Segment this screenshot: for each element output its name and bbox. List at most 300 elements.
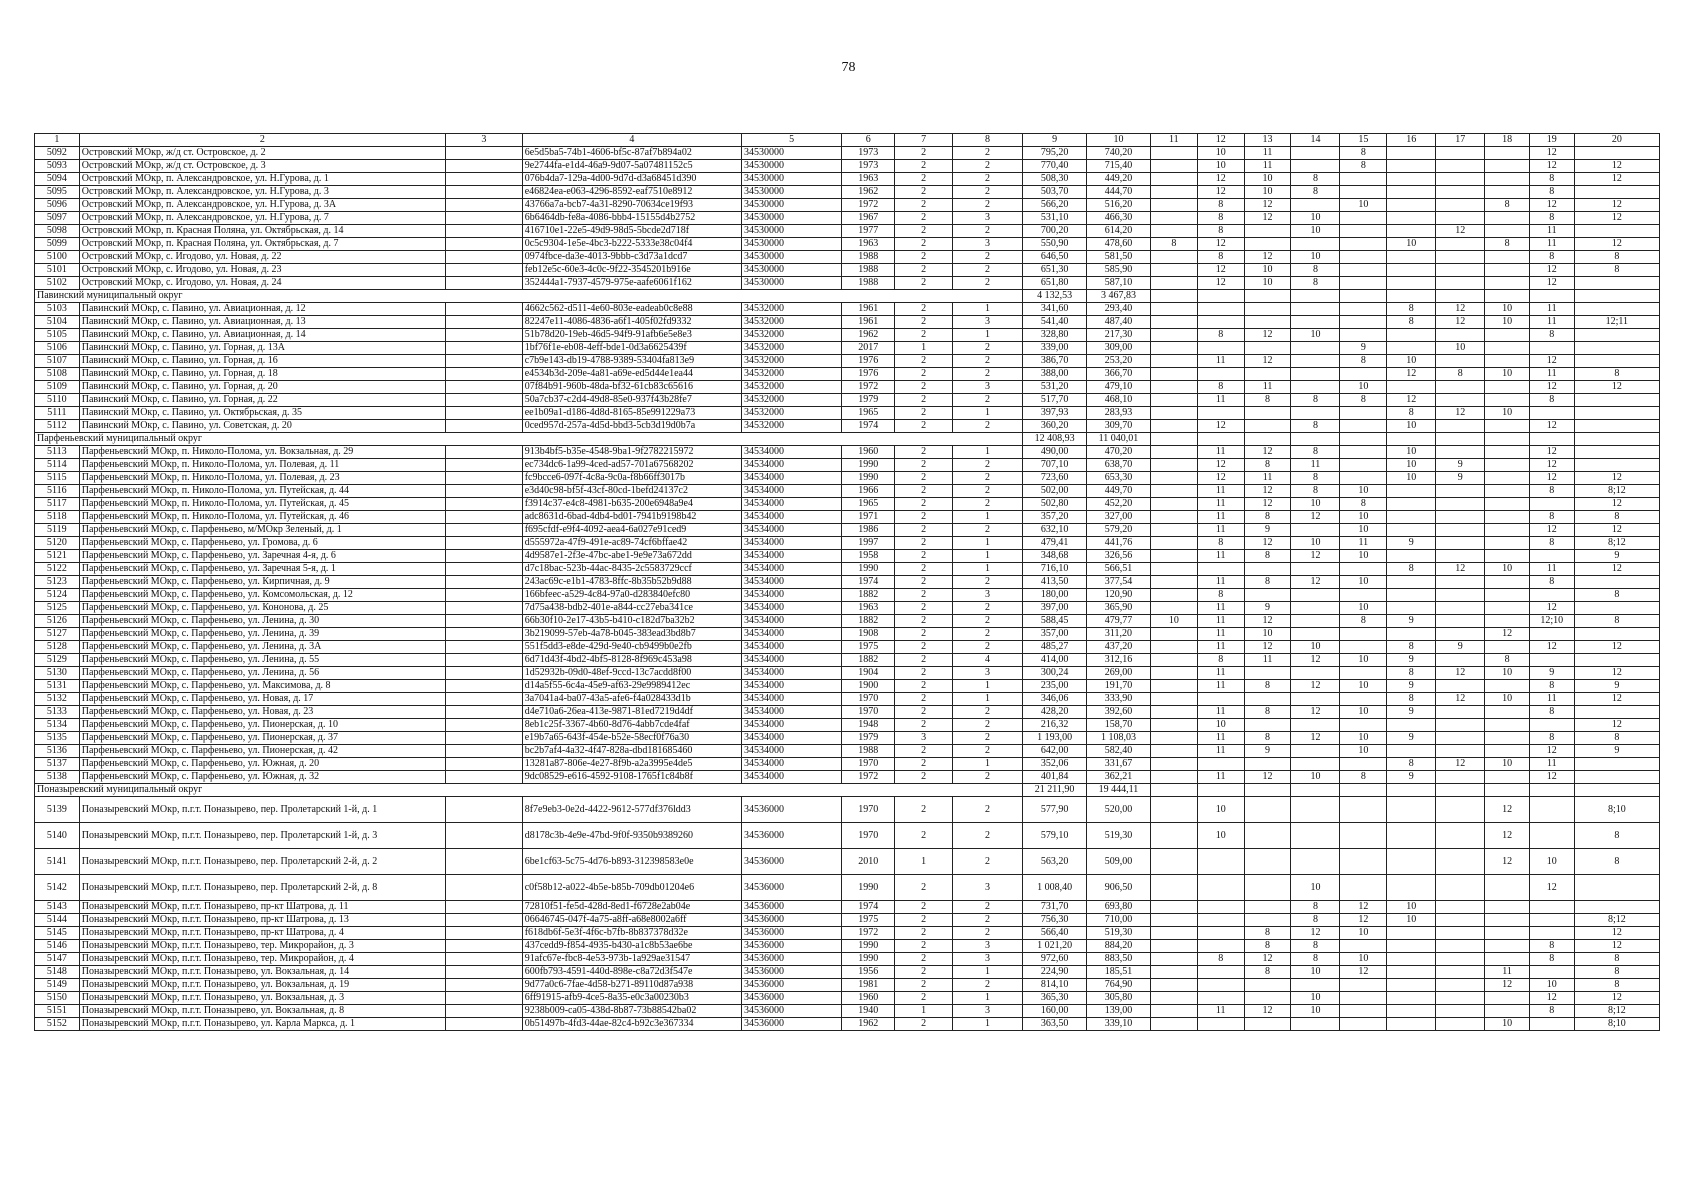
row-number: 5126 xyxy=(35,615,80,628)
work-code-col-15 xyxy=(1340,693,1387,706)
empty-cell xyxy=(1574,433,1659,446)
year-built: 1963 xyxy=(842,173,895,186)
address: Поназыревский МОкр, п.г.т. Поназырево, ул. Вокзальная, д. 14 xyxy=(79,966,445,979)
col-3 xyxy=(446,771,523,784)
work-code-col-14 xyxy=(1291,823,1340,849)
row-number: 5105 xyxy=(35,329,80,342)
address: Парфеньевский МОкр, п. Николо-Полома, ул. Путейская, д. 46 xyxy=(79,511,445,524)
work-code-col-17: 9 xyxy=(1436,472,1485,485)
living-area: 333,90 xyxy=(1087,693,1151,706)
work-code-col-15: 8 xyxy=(1340,355,1387,368)
work-code-col-19 xyxy=(1529,823,1574,849)
row-number: 5139 xyxy=(35,797,80,823)
house-id: 6e5d5ba5-74b1-4606-bf5c-87af7b894a02 xyxy=(522,147,741,160)
building-row xyxy=(35,524,1660,537)
address: Парфеньевский МОкр, с. Парфеньево, ул. Комсомольская, д. 12 xyxy=(79,589,445,602)
work-code-col-15 xyxy=(1340,264,1387,277)
work-code-col-12: 11 xyxy=(1197,602,1244,615)
entrances: 3 xyxy=(952,667,1022,680)
work-code-col-20 xyxy=(1574,277,1659,290)
address: Островский МОкр, п. Александровское, ул. Н.Гурова, д. 7 xyxy=(79,212,445,225)
work-code-col-16: 10 xyxy=(1387,914,1436,927)
column-number-header: 13 xyxy=(1244,134,1291,147)
year-built: 1962 xyxy=(842,329,895,342)
work-code-col-12: 12 xyxy=(1197,238,1244,251)
work-code-col-16: 10 xyxy=(1387,238,1436,251)
entrances: 2 xyxy=(952,771,1022,784)
work-code-col-15 xyxy=(1340,407,1387,420)
house-id: 6ff91915-afb9-4ce5-8a35-e0c3a00230b3 xyxy=(522,992,741,1005)
work-code-col-19: 8 xyxy=(1529,186,1574,199)
entrances: 2 xyxy=(952,901,1022,914)
total-area: 566,20 xyxy=(1023,199,1087,212)
living-area: 283,93 xyxy=(1087,407,1151,420)
living-area: 466,30 xyxy=(1087,212,1151,225)
work-code-col-19: 12 xyxy=(1529,771,1574,784)
col-3 xyxy=(446,758,523,771)
row-number: 5099 xyxy=(35,238,80,251)
entrances: 1 xyxy=(952,563,1022,576)
oktmo-code: 34532000 xyxy=(742,329,842,342)
work-code-col-11 xyxy=(1150,524,1197,537)
total-area: 503,70 xyxy=(1023,186,1087,199)
floors: 2 xyxy=(895,914,953,927)
building-row xyxy=(35,1005,1660,1018)
total-area: 579,10 xyxy=(1023,823,1087,849)
entrances: 2 xyxy=(952,472,1022,485)
total-area: 814,10 xyxy=(1023,979,1087,992)
work-code-col-19: 12 xyxy=(1529,355,1574,368)
oktmo-code: 34534000 xyxy=(742,485,842,498)
col-3 xyxy=(446,953,523,966)
building-row xyxy=(35,771,1660,784)
house-id: d555972a-47f9-491e-ac89-74cf6bffae42 xyxy=(522,537,741,550)
work-code-col-20: 8 xyxy=(1574,849,1659,875)
work-code-col-14: 8 xyxy=(1291,953,1340,966)
total-area: 485,27 xyxy=(1023,641,1087,654)
work-code-col-12: 8 xyxy=(1197,381,1244,394)
address: Поназыревский МОкр, п.г.т. Поназырево, ул. Карла Маркса, д. 1 xyxy=(79,1018,445,1031)
empty-cell xyxy=(1436,290,1485,303)
work-code-col-15: 10 xyxy=(1340,485,1387,498)
work-code-col-16: 12 xyxy=(1387,368,1436,381)
empty-cell xyxy=(1529,784,1574,797)
work-code-col-17 xyxy=(1436,849,1485,875)
total-area: 224,90 xyxy=(1023,966,1087,979)
work-code-col-13: 10 xyxy=(1244,264,1291,277)
work-code-col-17 xyxy=(1436,329,1485,342)
col-3 xyxy=(446,277,523,290)
work-code-col-18: 11 xyxy=(1485,966,1530,979)
work-code-col-12: 12 xyxy=(1197,264,1244,277)
work-code-col-14 xyxy=(1291,602,1340,615)
work-code-col-20: 9 xyxy=(1574,745,1659,758)
col-3 xyxy=(446,875,523,901)
work-code-col-16 xyxy=(1387,342,1436,355)
house-id: 6d71d43f-4bd2-4bf5-8128-8f969c453a98 xyxy=(522,654,741,667)
building-row xyxy=(35,498,1660,511)
work-code-col-19: 8 xyxy=(1529,1005,1574,1018)
district-name: Павинский муниципальный округ xyxy=(35,290,1023,303)
work-code-col-19 xyxy=(1529,719,1574,732)
entrances: 2 xyxy=(952,628,1022,641)
work-code-col-20: 8 xyxy=(1574,368,1659,381)
work-code-col-19: 11 xyxy=(1529,563,1574,576)
work-code-col-18 xyxy=(1485,329,1530,342)
address: Павинский МОкр, с. Павино, ул. Авиационная, д. 14 xyxy=(79,329,445,342)
work-code-col-14 xyxy=(1291,160,1340,173)
building-row xyxy=(35,472,1660,485)
total-area: 180,00 xyxy=(1023,589,1087,602)
work-code-col-16 xyxy=(1387,199,1436,212)
work-code-col-17: 12 xyxy=(1436,303,1485,316)
col-3 xyxy=(446,199,523,212)
work-code-col-15: 10 xyxy=(1340,680,1387,693)
year-built: 1971 xyxy=(842,511,895,524)
year-built: 1979 xyxy=(842,732,895,745)
work-code-col-12: 8 xyxy=(1197,589,1244,602)
address: Парфеньевский МОкр, с. Парфеньево, ул. Новая, д. 23 xyxy=(79,706,445,719)
year-built: 1988 xyxy=(842,251,895,264)
work-code-col-16 xyxy=(1387,602,1436,615)
col-3 xyxy=(446,537,523,550)
living-area: 693,80 xyxy=(1087,901,1151,914)
work-code-col-13: 10 xyxy=(1244,277,1291,290)
work-code-col-18: 12 xyxy=(1485,628,1530,641)
work-code-col-18 xyxy=(1485,576,1530,589)
oktmo-code: 34534000 xyxy=(742,693,842,706)
address: Парфеньевский МОкр, п. Николо-Полома, ул. Полевая, д. 11 xyxy=(79,459,445,472)
house-id: 243ac69c-e1b1-4783-8ffc-8b35b52b9d88 xyxy=(522,576,741,589)
work-code-col-19: 11 xyxy=(1529,368,1574,381)
work-code-col-12: 12 xyxy=(1197,459,1244,472)
oktmo-code: 34532000 xyxy=(742,316,842,329)
entrances: 2 xyxy=(952,251,1022,264)
work-code-col-13: 10 xyxy=(1244,628,1291,641)
column-number-header: 19 xyxy=(1529,134,1574,147)
work-code-col-20 xyxy=(1574,446,1659,459)
work-code-col-19 xyxy=(1529,550,1574,563)
work-code-col-14 xyxy=(1291,979,1340,992)
work-code-col-20: 8;10 xyxy=(1574,797,1659,823)
work-code-col-13: 11 xyxy=(1244,160,1291,173)
col-3 xyxy=(446,1018,523,1031)
col-3 xyxy=(446,680,523,693)
living-area: 327,00 xyxy=(1087,511,1151,524)
building-row xyxy=(35,758,1660,771)
district-name: Поназыревский муниципальный округ xyxy=(35,784,1023,797)
house-id: e46824ea-e063-4296-8592-eaf7510e8912 xyxy=(522,186,741,199)
year-built: 1981 xyxy=(842,979,895,992)
address: Парфеньевский МОкр, с. Парфеньево, ул. Южная, д. 32 xyxy=(79,771,445,784)
work-code-col-12: 11 xyxy=(1197,667,1244,680)
oktmo-code: 34534000 xyxy=(742,589,842,602)
work-code-col-18 xyxy=(1485,524,1530,537)
work-code-col-14 xyxy=(1291,238,1340,251)
floors: 2 xyxy=(895,160,953,173)
work-code-col-15 xyxy=(1340,459,1387,472)
work-code-col-12: 11 xyxy=(1197,680,1244,693)
column-number-header: 20 xyxy=(1574,134,1659,147)
district-subtotal-row xyxy=(35,433,1660,446)
work-code-col-18 xyxy=(1485,459,1530,472)
row-number: 5121 xyxy=(35,550,80,563)
entrances: 3 xyxy=(952,589,1022,602)
work-code-col-18 xyxy=(1485,186,1530,199)
work-code-col-17 xyxy=(1436,537,1485,550)
living-area: 906,50 xyxy=(1087,875,1151,901)
row-number: 5122 xyxy=(35,563,80,576)
total-area: 360,20 xyxy=(1023,420,1087,433)
column-number-header: 12 xyxy=(1197,134,1244,147)
address: Островский МОкр, п. Александровское, ул. Н.Гурова, д. 3А xyxy=(79,199,445,212)
work-code-col-15: 8 xyxy=(1340,147,1387,160)
floors: 2 xyxy=(895,407,953,420)
oktmo-code: 34536000 xyxy=(742,992,842,1005)
address: Поназыревский МОкр, п.г.т. Поназырево, ул. Вокзальная, д. 3 xyxy=(79,992,445,1005)
work-code-col-18: 10 xyxy=(1485,563,1530,576)
oktmo-code: 34534000 xyxy=(742,680,842,693)
living-area: 478,60 xyxy=(1087,238,1151,251)
empty-cell xyxy=(1291,290,1340,303)
building-row xyxy=(35,537,1660,550)
entrances: 3 xyxy=(952,238,1022,251)
empty-cell xyxy=(1387,290,1436,303)
total-area: 577,90 xyxy=(1023,797,1087,823)
work-code-col-11 xyxy=(1150,849,1197,875)
floors: 2 xyxy=(895,511,953,524)
work-code-col-20 xyxy=(1574,901,1659,914)
work-code-col-19: 12 xyxy=(1529,472,1574,485)
work-code-col-12 xyxy=(1197,927,1244,940)
work-code-col-17 xyxy=(1436,173,1485,186)
floors: 3 xyxy=(895,732,953,745)
work-code-col-17 xyxy=(1436,524,1485,537)
work-code-col-20: 8 xyxy=(1574,732,1659,745)
work-code-col-13 xyxy=(1244,316,1291,329)
district-total-area: 4 132,53 xyxy=(1023,290,1087,303)
work-code-col-13 xyxy=(1244,1018,1291,1031)
work-code-col-19: 12 xyxy=(1529,446,1574,459)
work-code-col-12: 12 xyxy=(1197,186,1244,199)
work-code-col-18 xyxy=(1485,173,1530,186)
work-code-col-13: 8 xyxy=(1244,394,1291,407)
row-number: 5147 xyxy=(35,953,80,966)
year-built: 1990 xyxy=(842,940,895,953)
work-code-col-17: 9 xyxy=(1436,641,1485,654)
entrances: 2 xyxy=(952,368,1022,381)
living-area: 441,76 xyxy=(1087,537,1151,550)
address: Поназыревский МОкр, п.г.т. Поназырево, пер. Пролетарский 1-й, д. 1 xyxy=(79,797,445,823)
work-code-col-19: 10 xyxy=(1529,849,1574,875)
work-code-col-11 xyxy=(1150,264,1197,277)
row-number: 5143 xyxy=(35,901,80,914)
work-code-col-16: 10 xyxy=(1387,472,1436,485)
work-code-col-11 xyxy=(1150,589,1197,602)
empty-cell xyxy=(1485,290,1530,303)
work-code-col-19: 12 xyxy=(1529,745,1574,758)
work-code-col-12: 8 xyxy=(1197,212,1244,225)
work-code-col-19: 11 xyxy=(1529,303,1574,316)
building-row xyxy=(35,563,1660,576)
work-code-col-14: 8 xyxy=(1291,446,1340,459)
work-code-col-14: 10 xyxy=(1291,641,1340,654)
work-code-col-15: 10 xyxy=(1340,654,1387,667)
work-code-col-11 xyxy=(1150,199,1197,212)
district-total-living-area: 19 444,11 xyxy=(1087,784,1151,797)
col-3 xyxy=(446,251,523,264)
work-code-col-13 xyxy=(1244,420,1291,433)
work-code-col-11 xyxy=(1150,758,1197,771)
work-code-col-20: 8 xyxy=(1574,589,1659,602)
col-3 xyxy=(446,459,523,472)
living-area: 449,20 xyxy=(1087,173,1151,186)
work-code-col-18 xyxy=(1485,927,1530,940)
oktmo-code: 34534000 xyxy=(742,667,842,680)
year-built: 1975 xyxy=(842,914,895,927)
work-code-col-18: 8 xyxy=(1485,654,1530,667)
house-id: 3b219099-57eb-4a78-b045-383ead3bd8b7 xyxy=(522,628,741,641)
work-code-col-11 xyxy=(1150,576,1197,589)
work-code-col-20: 12 xyxy=(1574,719,1659,732)
work-code-col-14 xyxy=(1291,355,1340,368)
oktmo-code: 34536000 xyxy=(742,901,842,914)
living-area: 470,20 xyxy=(1087,446,1151,459)
column-number-header: 5 xyxy=(742,134,842,147)
building-row xyxy=(35,732,1660,745)
empty-cell xyxy=(1340,784,1387,797)
row-number: 5094 xyxy=(35,173,80,186)
oktmo-code: 34534000 xyxy=(742,758,842,771)
work-code-col-19 xyxy=(1529,914,1574,927)
total-area: 651,30 xyxy=(1023,264,1087,277)
work-code-col-14: 10 xyxy=(1291,212,1340,225)
living-area: 884,20 xyxy=(1087,940,1151,953)
work-code-col-15 xyxy=(1340,563,1387,576)
work-code-col-11 xyxy=(1150,641,1197,654)
address: Парфеньевский МОкр, с. Парфеньево, ул. Пионерская, д. 10 xyxy=(79,719,445,732)
col-3 xyxy=(446,654,523,667)
work-code-col-20: 8;12 xyxy=(1574,485,1659,498)
work-code-col-11 xyxy=(1150,303,1197,316)
address: Павинский МОкр, с. Павино, ул. Горная, д. 22 xyxy=(79,394,445,407)
work-code-col-16 xyxy=(1387,979,1436,992)
work-code-col-12 xyxy=(1197,563,1244,576)
building-row xyxy=(35,511,1660,524)
work-code-col-16: 8 xyxy=(1387,563,1436,576)
work-code-col-18 xyxy=(1485,901,1530,914)
total-area: 632,10 xyxy=(1023,524,1087,537)
work-code-col-14: 8 xyxy=(1291,420,1340,433)
work-code-col-17 xyxy=(1436,953,1485,966)
house-id: 551f5dd3-e8de-429d-9e40-cb9499b0e2fb xyxy=(522,641,741,654)
col-3 xyxy=(446,732,523,745)
work-code-col-19: 12 xyxy=(1529,160,1574,173)
floors: 2 xyxy=(895,693,953,706)
column-number-header: 18 xyxy=(1485,134,1530,147)
floors: 2 xyxy=(895,485,953,498)
work-code-col-12 xyxy=(1197,316,1244,329)
year-built: 1961 xyxy=(842,303,895,316)
work-code-col-12: 11 xyxy=(1197,498,1244,511)
oktmo-code: 34530000 xyxy=(742,173,842,186)
year-built: 1972 xyxy=(842,381,895,394)
row-number: 5140 xyxy=(35,823,80,849)
work-code-col-12: 12 xyxy=(1197,420,1244,433)
work-code-col-13: 9 xyxy=(1244,745,1291,758)
row-number: 5104 xyxy=(35,316,80,329)
work-code-col-17: 12 xyxy=(1436,563,1485,576)
work-code-col-16 xyxy=(1387,953,1436,966)
work-code-col-12 xyxy=(1197,849,1244,875)
entrances: 2 xyxy=(952,173,1022,186)
work-code-col-13: 12 xyxy=(1244,771,1291,784)
entrances: 1 xyxy=(952,446,1022,459)
floors: 2 xyxy=(895,316,953,329)
living-area: 883,50 xyxy=(1087,953,1151,966)
total-area: 357,20 xyxy=(1023,511,1087,524)
work-code-col-16: 12 xyxy=(1387,394,1436,407)
total-area: 490,00 xyxy=(1023,446,1087,459)
work-code-col-12 xyxy=(1197,914,1244,927)
house-id: 8eb1c25f-3367-4b60-8d76-4abb7cde4faf xyxy=(522,719,741,732)
address: Парфеньевский МОкр, с. Парфеньево, ул. Южная, д. 20 xyxy=(79,758,445,771)
row-number: 5138 xyxy=(35,771,80,784)
work-code-col-18 xyxy=(1485,160,1530,173)
work-code-col-18: 8 xyxy=(1485,199,1530,212)
oktmo-code: 34530000 xyxy=(742,199,842,212)
work-code-col-19 xyxy=(1529,654,1574,667)
work-code-col-20 xyxy=(1574,186,1659,199)
col-3 xyxy=(446,693,523,706)
living-area: 479,10 xyxy=(1087,381,1151,394)
row-number: 5107 xyxy=(35,355,80,368)
work-code-col-13: 12 xyxy=(1244,498,1291,511)
living-area: 305,80 xyxy=(1087,992,1151,1005)
work-code-col-19: 8 xyxy=(1529,485,1574,498)
empty-cell xyxy=(1197,290,1244,303)
work-code-col-11 xyxy=(1150,953,1197,966)
row-number: 5097 xyxy=(35,212,80,225)
work-code-col-18 xyxy=(1485,342,1530,355)
work-code-col-13: 8 xyxy=(1244,940,1291,953)
building-row xyxy=(35,979,1660,992)
col-3 xyxy=(446,602,523,615)
work-code-col-13 xyxy=(1244,992,1291,1005)
building-row xyxy=(35,368,1660,381)
work-code-col-11 xyxy=(1150,186,1197,199)
work-code-col-15: 10 xyxy=(1340,745,1387,758)
address: Павинский МОкр, с. Павино, ул. Горная, д. 16 xyxy=(79,355,445,368)
column-number-header: 9 xyxy=(1023,134,1087,147)
work-code-col-12 xyxy=(1197,992,1244,1005)
work-code-col-19 xyxy=(1529,628,1574,641)
year-built: 1972 xyxy=(842,771,895,784)
floors: 2 xyxy=(895,303,953,316)
house-id: f618db6f-5e3f-4f6c-b7fb-8b837378d32e xyxy=(522,927,741,940)
work-code-col-19: 8 xyxy=(1529,576,1574,589)
work-code-col-18: 10 xyxy=(1485,368,1530,381)
building-row xyxy=(35,576,1660,589)
entrances: 2 xyxy=(952,745,1022,758)
work-code-col-14: 10 xyxy=(1291,966,1340,979)
house-id: d14a5f55-6c4a-45e9-af63-29e9989412ec xyxy=(522,680,741,693)
building-row xyxy=(35,901,1660,914)
column-number-header: 3 xyxy=(446,134,523,147)
floors: 1 xyxy=(895,342,953,355)
house-id: 91afc67e-fbc8-4e53-973b-1a929ae31547 xyxy=(522,953,741,966)
work-code-col-17 xyxy=(1436,212,1485,225)
